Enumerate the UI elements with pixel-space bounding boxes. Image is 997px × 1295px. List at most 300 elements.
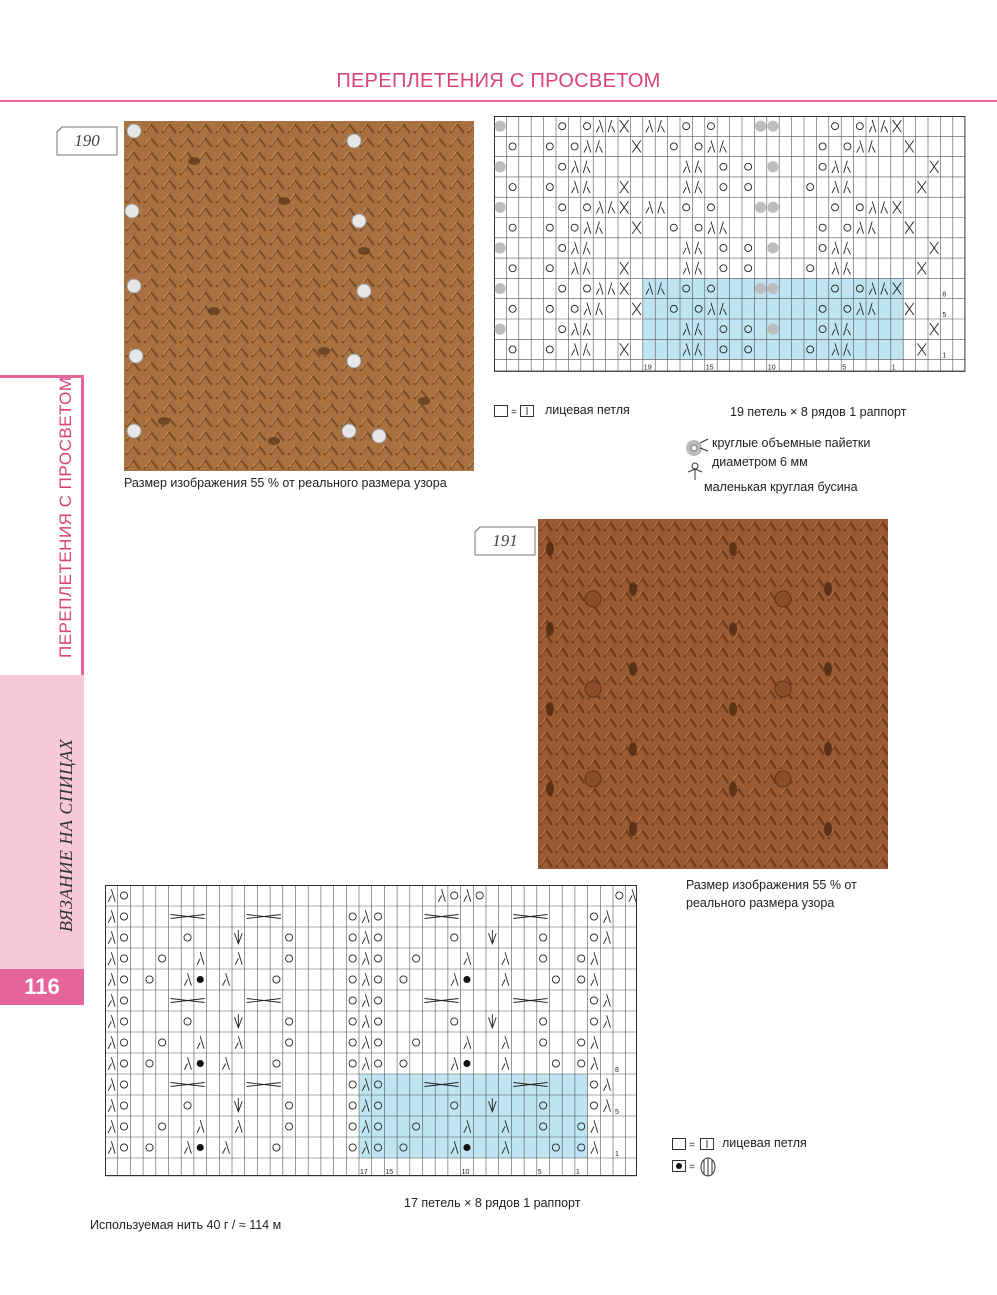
yarn-over-symbol xyxy=(349,1144,356,1151)
svg-text:1: 1 xyxy=(891,364,896,372)
yarn-over-symbol xyxy=(374,1018,381,1025)
yarn-over-symbol xyxy=(286,1123,293,1130)
ssk-symbol xyxy=(629,889,636,902)
ssk-symbol xyxy=(591,952,598,965)
yarn-over-symbol xyxy=(590,1102,597,1109)
ssk-symbol xyxy=(572,242,579,254)
yarn-over-symbol xyxy=(120,1081,127,1088)
ssk-symbol xyxy=(857,140,864,152)
k2tog-symbol xyxy=(720,140,727,152)
bobble-symbol xyxy=(197,1060,204,1067)
yarn-over-symbol xyxy=(584,123,591,130)
yarn-over-symbol xyxy=(720,244,727,251)
cross-symbol xyxy=(905,303,914,315)
legend-bobble-symbol xyxy=(672,1156,728,1185)
k2tog-symbol xyxy=(583,181,590,193)
sequin-symbol xyxy=(767,161,778,172)
yarn-over-symbol xyxy=(184,934,191,941)
yarn-over-symbol xyxy=(286,934,293,941)
yarn-over-symbol xyxy=(349,976,356,983)
cross-symbol xyxy=(620,262,629,274)
ssk-symbol xyxy=(362,1036,369,1049)
k2tog-symbol xyxy=(583,323,590,335)
yarn-over-symbol xyxy=(273,1144,280,1151)
yarn-over-symbol xyxy=(670,224,677,231)
bobble-symbol xyxy=(197,976,204,983)
ssk-symbol xyxy=(197,1120,204,1133)
k2tog-symbol xyxy=(658,120,665,132)
svg-text:5: 5 xyxy=(537,1169,542,1176)
dec-symbol xyxy=(489,930,497,944)
k2tog-symbol xyxy=(844,242,851,254)
yarn-over-symbol xyxy=(159,1123,166,1130)
ssk-symbol xyxy=(646,120,653,132)
yarn-over-symbol xyxy=(159,1039,166,1046)
yarn-over-symbol xyxy=(413,1039,420,1046)
ssk-symbol xyxy=(362,973,369,986)
cross-symbol xyxy=(632,222,641,234)
yarn-over-symbol xyxy=(590,997,597,1004)
svg-text:1: 1 xyxy=(575,1169,580,1176)
yarn-over-symbol xyxy=(400,1060,407,1067)
ssk-symbol xyxy=(235,1120,242,1133)
ssk-symbol xyxy=(108,994,115,1007)
ssk-symbol xyxy=(832,262,839,274)
k2tog-symbol xyxy=(596,303,603,315)
yarn-over-symbol xyxy=(578,976,585,983)
ssk-symbol xyxy=(108,931,115,944)
photo-caption-191-line1: Размер изображения 55 % от xyxy=(686,878,857,892)
ssk-symbol xyxy=(108,1120,115,1133)
ssk-symbol xyxy=(222,1057,229,1070)
stitch-chart-191 xyxy=(105,885,650,1185)
yarn-over-symbol xyxy=(349,1102,356,1109)
cross-symbol xyxy=(620,201,629,213)
legend-knit-label: лицевая петля xyxy=(722,1136,807,1150)
ssk-symbol xyxy=(683,262,690,274)
k2tog-symbol xyxy=(844,262,851,274)
ssk-symbol xyxy=(572,161,579,173)
yarn-over-symbol xyxy=(349,934,356,941)
cross-symbol xyxy=(893,201,902,213)
svg-text:1: 1 xyxy=(942,352,947,360)
cross-symbol xyxy=(930,161,939,173)
yarn-over-symbol xyxy=(844,224,851,231)
yarn-over-symbol xyxy=(552,976,559,983)
yarn-over-symbol xyxy=(720,163,727,170)
cable-symbol xyxy=(247,915,281,919)
yarn-over-symbol xyxy=(695,143,702,150)
svg-text:19: 19 xyxy=(643,364,652,372)
legend-bead-symbol xyxy=(684,460,706,487)
yarn-over-symbol xyxy=(546,224,553,231)
sequin-icon xyxy=(684,437,710,459)
yarn-over-symbol xyxy=(349,913,356,920)
yarn-over-symbol xyxy=(120,1039,127,1046)
ssk-symbol xyxy=(464,952,471,965)
yarn-over-symbol xyxy=(349,1123,356,1130)
yarn-over-symbol xyxy=(819,143,826,150)
ssk-symbol xyxy=(869,120,876,132)
ssk-symbol xyxy=(108,1057,115,1070)
k2tog-symbol xyxy=(608,120,615,132)
k2tog-symbol xyxy=(881,201,888,213)
svg-text:17: 17 xyxy=(360,1169,368,1176)
ssk-symbol xyxy=(572,181,579,193)
ssk-symbol xyxy=(591,1057,598,1070)
yarn-over-symbol xyxy=(286,1102,293,1109)
yarn-over-symbol xyxy=(584,285,591,292)
svg-text:=: = xyxy=(511,407,517,418)
ssk-symbol xyxy=(438,889,445,902)
yarn-over-symbol xyxy=(708,204,715,211)
yarn-over-symbol xyxy=(374,913,381,920)
cable-symbol xyxy=(425,999,459,1003)
yarn-over-symbol xyxy=(807,184,814,191)
yarn-over-symbol xyxy=(349,1018,356,1025)
ssk-symbol xyxy=(184,1141,191,1154)
yarn-over-symbol xyxy=(476,892,483,899)
yarn-over-symbol xyxy=(120,955,127,962)
yarn-over-symbol xyxy=(120,1144,127,1151)
knit-sample-photo-191 xyxy=(538,519,888,869)
ssk-symbol xyxy=(235,952,242,965)
svg-text:8: 8 xyxy=(942,291,947,299)
yarn-over-symbol xyxy=(571,305,578,312)
yarn-over-symbol xyxy=(349,955,356,962)
yarn-over-symbol xyxy=(683,123,690,130)
ssk-symbol xyxy=(362,931,369,944)
k2tog-symbol xyxy=(608,282,615,294)
bobble-icon xyxy=(672,1156,728,1180)
ssk-symbol xyxy=(832,242,839,254)
yarn-over-symbol xyxy=(819,163,826,170)
cross-symbol xyxy=(620,120,629,132)
yarn-over-symbol xyxy=(120,913,127,920)
sequin-symbol xyxy=(767,324,778,335)
sequin-symbol xyxy=(767,242,778,253)
cable-symbol xyxy=(247,1083,281,1087)
svg-text:10: 10 xyxy=(461,1169,470,1176)
ssk-symbol xyxy=(603,910,610,923)
ssk-symbol xyxy=(591,1036,598,1049)
sequin-symbol xyxy=(755,202,766,213)
yarn-over-symbol xyxy=(349,1039,356,1046)
sidebar-section-label: ПЕРЕПЛЕТЕНИЯ С ПРОСВЕТОМ xyxy=(56,376,75,658)
ssk-symbol xyxy=(362,952,369,965)
yarn-over-symbol xyxy=(578,1060,585,1067)
cable-symbol xyxy=(425,915,459,919)
yarn-over-symbol xyxy=(374,976,381,983)
cross-symbol xyxy=(893,120,902,132)
yarn-over-symbol xyxy=(509,224,516,231)
yarn-over-symbol xyxy=(374,1060,381,1067)
k2tog-symbol xyxy=(583,161,590,173)
cross-symbol xyxy=(917,262,926,274)
yarn-over-symbol xyxy=(120,1018,127,1025)
ssk-symbol xyxy=(572,323,579,335)
sequin-symbol xyxy=(495,161,506,172)
sequin-symbol xyxy=(767,202,778,213)
ssk-symbol xyxy=(184,973,191,986)
ssk-symbol xyxy=(362,994,369,1007)
svg-text:15: 15 xyxy=(705,364,714,372)
yarn-over-symbol xyxy=(159,955,166,962)
ssk-symbol xyxy=(184,1057,191,1070)
svg-text:5: 5 xyxy=(842,364,847,372)
yarn-over-symbol xyxy=(509,184,516,191)
yarn-over-symbol xyxy=(819,244,826,251)
cross-symbol xyxy=(930,242,939,254)
ssk-symbol xyxy=(108,889,115,902)
yarn-info: Используемая нить 40 г / ≈ 114 м xyxy=(90,1218,282,1232)
yarn-over-symbol xyxy=(552,1060,559,1067)
ssk-symbol xyxy=(197,1036,204,1049)
dec-symbol xyxy=(235,1014,243,1028)
page-title: ПЕРЕПЛЕТЕНИЯ С ПРОСВЕТОМ xyxy=(336,70,661,92)
yarn-over-symbol xyxy=(832,204,839,211)
yarn-over-symbol xyxy=(590,1081,597,1088)
bobble-symbol xyxy=(463,976,470,983)
ssk-symbol xyxy=(683,181,690,193)
ssk-symbol xyxy=(502,1057,509,1070)
k2tog-symbol xyxy=(583,242,590,254)
k2tog-symbol xyxy=(868,222,875,234)
yarn-over-symbol xyxy=(374,997,381,1004)
yarn-over-symbol xyxy=(509,346,516,353)
yarn-over-symbol xyxy=(819,224,826,231)
bobble-symbol xyxy=(463,1060,470,1067)
k2tog-symbol xyxy=(868,140,875,152)
yarn-over-symbol xyxy=(546,143,553,150)
cross-symbol xyxy=(905,222,914,234)
cable-symbol xyxy=(513,915,547,919)
ssk-symbol xyxy=(235,1036,242,1049)
pattern-number-badge xyxy=(56,126,118,156)
bobble-symbol xyxy=(463,1144,470,1151)
ssk-symbol xyxy=(591,1141,598,1154)
yarn-over-symbol xyxy=(540,1018,547,1025)
ssk-symbol xyxy=(683,242,690,254)
page-number: 116 xyxy=(0,969,84,1005)
ssk-symbol xyxy=(646,201,653,213)
legend-knit-label: лицевая петля xyxy=(545,403,630,417)
ssk-symbol xyxy=(108,1015,115,1028)
ssk-symbol xyxy=(832,161,839,173)
yarn-over-symbol xyxy=(571,143,578,150)
ssk-symbol xyxy=(197,952,204,965)
cross-symbol xyxy=(917,343,926,355)
yarn-over-symbol xyxy=(349,1060,356,1067)
yarn-over-symbol xyxy=(578,955,585,962)
yarn-over-symbol xyxy=(146,976,153,983)
yarn-over-symbol xyxy=(509,265,516,272)
sequin-symbol xyxy=(767,121,778,132)
svg-text:5: 5 xyxy=(615,1109,619,1116)
repeat-info-191: 17 петель × 8 рядов 1 раппорт xyxy=(404,1196,581,1210)
ssk-symbol xyxy=(584,222,591,234)
yarn-over-symbol xyxy=(374,955,381,962)
yarn-over-symbol xyxy=(720,265,727,272)
dec-symbol xyxy=(489,1014,497,1028)
yarn-over-symbol xyxy=(844,143,851,150)
legend-knit-symbol xyxy=(494,404,538,423)
yarn-over-symbol xyxy=(832,123,839,130)
bead-icon xyxy=(684,460,706,482)
ssk-symbol xyxy=(108,910,115,923)
pattern-number-badge xyxy=(474,526,536,556)
yarn-over-symbol xyxy=(546,184,553,191)
yarn-over-symbol xyxy=(120,934,127,941)
legend-bead-label: маленькая круглая бусина xyxy=(704,480,858,494)
svg-text:1: 1 xyxy=(615,1151,619,1158)
sequin-symbol xyxy=(755,121,766,132)
legend-sequin-label-1: круглые объемные пайетки xyxy=(712,436,871,450)
yarn-over-symbol xyxy=(670,143,677,150)
yarn-over-symbol xyxy=(546,265,553,272)
legend-sequin-label-2: диаметром 6 мм xyxy=(712,455,808,469)
yarn-over-symbol xyxy=(286,1018,293,1025)
cable-symbol xyxy=(171,1083,205,1087)
yarn-over-symbol xyxy=(745,265,752,272)
yarn-over-symbol xyxy=(120,1102,127,1109)
yarn-over-symbol xyxy=(184,1102,191,1109)
yarn-over-symbol xyxy=(273,976,280,983)
ssk-symbol xyxy=(832,181,839,193)
k2tog-symbol xyxy=(658,201,665,213)
cross-symbol xyxy=(930,323,939,335)
k2tog-symbol xyxy=(844,161,851,173)
yarn-over-symbol xyxy=(120,976,127,983)
legend-knit-symbol xyxy=(672,1137,718,1156)
svg-text:=: = xyxy=(689,1140,695,1151)
bobble-symbol xyxy=(197,1144,204,1151)
yarn-over-symbol xyxy=(720,184,727,191)
svg-text:=: = xyxy=(689,1162,695,1173)
cross-symbol xyxy=(620,343,629,355)
k2tog-symbol xyxy=(695,161,702,173)
ssk-symbol xyxy=(591,1120,598,1133)
sequin-symbol xyxy=(767,283,778,294)
ssk-symbol xyxy=(451,1057,458,1070)
yarn-over-symbol xyxy=(349,1081,356,1088)
yarn-over-symbol xyxy=(120,1123,127,1130)
svg-text:8: 8 xyxy=(615,1067,619,1074)
yarn-over-symbol xyxy=(559,204,566,211)
ssk-symbol xyxy=(502,973,509,986)
k2tog-symbol xyxy=(720,222,727,234)
yarn-over-symbol xyxy=(559,163,566,170)
ssk-symbol xyxy=(502,952,509,965)
ssk-symbol xyxy=(596,201,603,213)
k2tog-symbol xyxy=(596,140,603,152)
yarn-over-symbol xyxy=(546,346,553,353)
ssk-symbol xyxy=(596,120,603,132)
yarn-over-symbol xyxy=(286,1039,293,1046)
cable-symbol xyxy=(513,999,547,1003)
yarn-over-symbol xyxy=(273,1060,280,1067)
yarn-over-symbol xyxy=(451,892,458,899)
cable-symbol xyxy=(171,999,205,1003)
yarn-over-symbol xyxy=(286,955,293,962)
yarn-over-symbol xyxy=(120,997,127,1004)
pattern-number: 191 xyxy=(492,531,518,550)
ssk-symbol xyxy=(362,1057,369,1070)
yarn-over-symbol xyxy=(590,934,597,941)
k2tog-symbol xyxy=(844,181,851,193)
yarn-over-symbol xyxy=(540,1039,547,1046)
ssk-symbol xyxy=(108,952,115,965)
k2tog-symbol xyxy=(608,201,615,213)
ssk-symbol xyxy=(108,1099,115,1112)
ssk-symbol xyxy=(108,973,115,986)
ssk-symbol xyxy=(596,282,603,294)
yarn-over-symbol xyxy=(349,997,356,1004)
yarn-over-symbol xyxy=(559,123,566,130)
yarn-over-symbol xyxy=(540,934,547,941)
yarn-over-symbol xyxy=(559,244,566,251)
ssk-symbol xyxy=(869,201,876,213)
header-divider xyxy=(0,100,997,102)
svg-text:15: 15 xyxy=(385,1169,394,1176)
ssk-symbol xyxy=(222,1141,229,1154)
k2tog-symbol xyxy=(695,181,702,193)
sidebar-book-label: ВЯЗАНИЕ НА СПИЦАХ xyxy=(56,738,76,932)
yarn-over-symbol xyxy=(559,285,566,292)
ssk-symbol xyxy=(591,973,598,986)
pattern-number: 190 xyxy=(74,131,100,150)
k2tog-symbol xyxy=(695,262,702,274)
yarn-over-symbol xyxy=(745,163,752,170)
ssk-symbol xyxy=(108,1078,115,1091)
yarn-over-symbol xyxy=(400,976,407,983)
yarn-over-symbol xyxy=(695,224,702,231)
yarn-over-symbol xyxy=(616,892,623,899)
repeat-info-190: 19 петель × 8 рядов 1 раппорт xyxy=(730,405,907,419)
sequin-symbol xyxy=(495,121,506,132)
yarn-over-symbol xyxy=(590,1018,597,1025)
ssk-symbol xyxy=(603,1078,610,1091)
photo-caption-191-line2: реального размера узора xyxy=(686,896,835,910)
yarn-over-symbol xyxy=(509,305,516,312)
yarn-over-symbol xyxy=(120,1060,127,1067)
cross-symbol xyxy=(632,303,641,315)
ssk-symbol xyxy=(708,222,715,234)
yarn-over-symbol xyxy=(584,204,591,211)
ssk-symbol xyxy=(108,1036,115,1049)
sequin-symbol xyxy=(755,283,766,294)
ssk-symbol xyxy=(572,262,579,274)
yarn-over-symbol xyxy=(509,143,516,150)
svg-text:5: 5 xyxy=(942,312,947,319)
k2tog-symbol xyxy=(583,343,590,355)
sequin-symbol xyxy=(495,202,506,213)
yarn-over-symbol xyxy=(540,955,547,962)
ssk-symbol xyxy=(708,140,715,152)
photo-caption-190: Размер изображения 55 % от реального размера узора xyxy=(124,476,447,490)
ssk-symbol xyxy=(362,1015,369,1028)
yarn-over-symbol xyxy=(374,934,381,941)
cross-symbol xyxy=(620,181,629,193)
ssk-symbol xyxy=(584,303,591,315)
cross-symbol xyxy=(632,140,641,152)
yarn-over-symbol xyxy=(745,184,752,191)
sequin-symbol xyxy=(495,283,506,294)
yarn-over-symbol xyxy=(120,892,127,899)
ssk-symbol xyxy=(108,1141,115,1154)
ssk-symbol xyxy=(603,994,610,1007)
cable-symbol xyxy=(171,915,205,919)
